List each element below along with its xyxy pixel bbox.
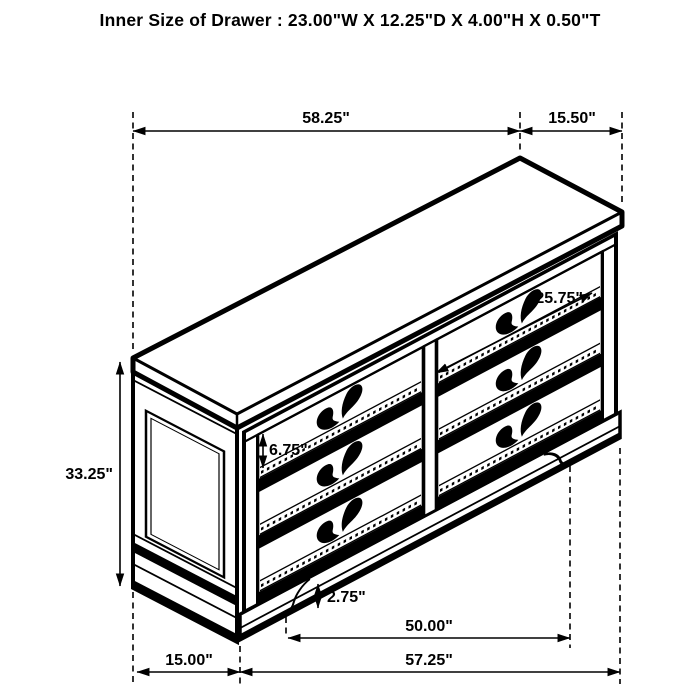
dim-drawer-diagonal-label: 25.75": [535, 290, 583, 307]
dim-bottom-width-label: 57.25": [405, 652, 453, 669]
dim-base-height-label: 2.75": [327, 589, 366, 606]
dim-top-depth-label: 15.50": [548, 110, 596, 127]
center-divider: [424, 340, 436, 516]
dim-inner-base-width-label: 50.00": [405, 618, 453, 635]
dim-height-label: 33.25": [65, 466, 113, 483]
dim-top-width-label: 58.25": [302, 110, 350, 127]
dim-drawer-face-label: 6.75": [269, 442, 308, 459]
dim-side-depth-label: 15.00": [165, 652, 213, 669]
diagram-title: Inner Size of Drawer : 23.00"W X 12.25"D X 4.00"H X 0.50"T: [99, 10, 601, 30]
